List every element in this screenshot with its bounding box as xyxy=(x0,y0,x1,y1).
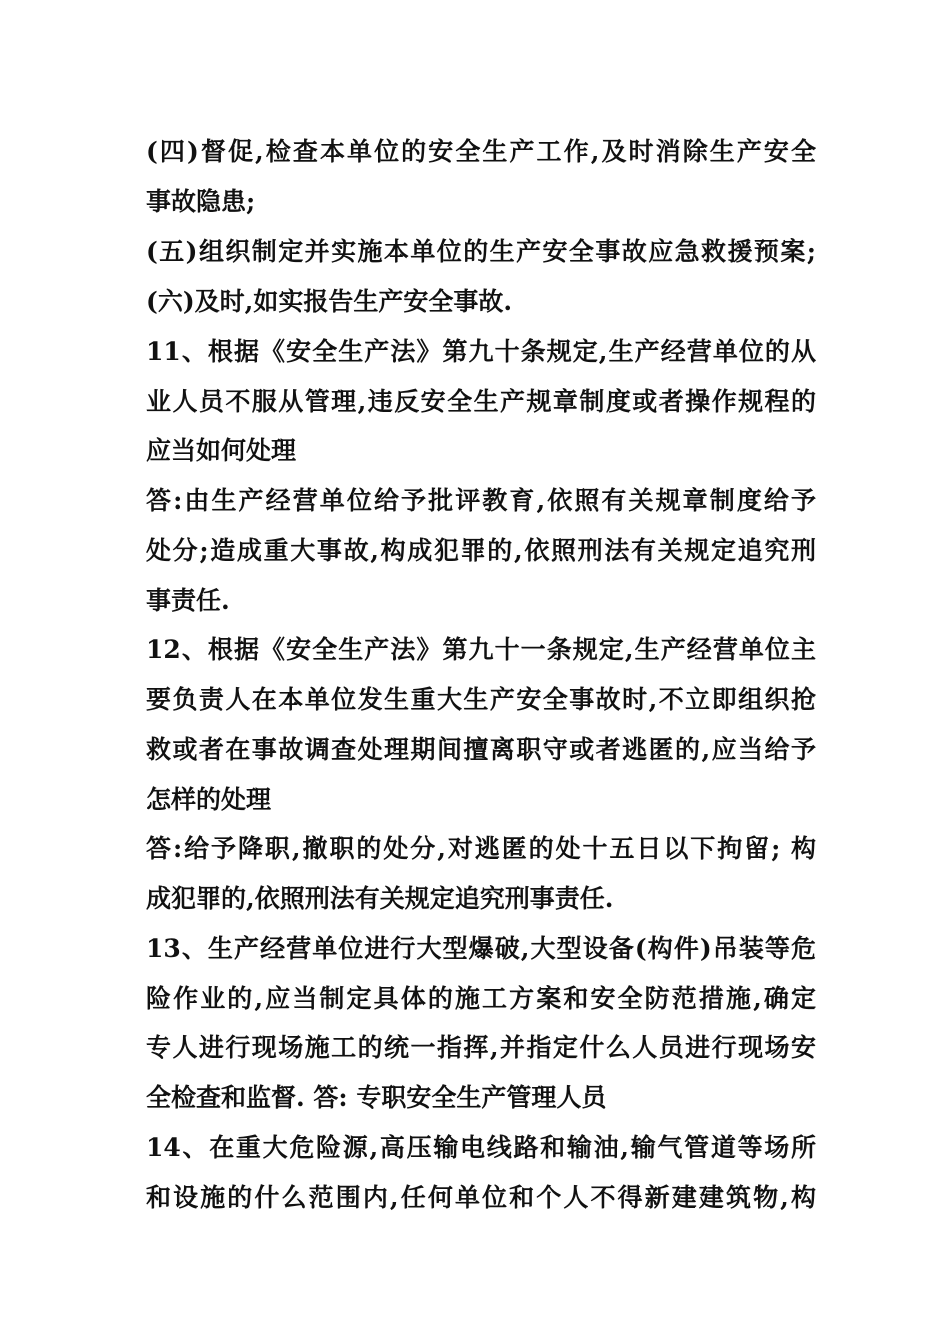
text-line: 怎样的处理 xyxy=(146,785,272,814)
text-line: (四)督促,检查本单位的安全生产工作,及时消除生产安全 xyxy=(146,137,816,166)
text-line: 成犯罪的,依照刑法有关规定追究刑事责任. xyxy=(146,884,614,913)
text-line: (五)组织制定并实施本单位的生产安全事故应急救援预案; xyxy=(146,237,816,266)
text-line: 业人员不服从管理,违反安全生产规章制度或者操作规程的 xyxy=(146,387,816,416)
text-line: 事责任. xyxy=(146,586,230,615)
text-line: 和设施的什么范围内,任何单位和个人不得新建建筑物,构 xyxy=(146,1183,816,1212)
text-line: 答:由生产经营单位给予批评教育,依照有关规章制度给予 xyxy=(146,486,816,515)
text-line: 11、根据《安全生产法》第九十条规定,生产经营单位的从 xyxy=(146,337,816,366)
text-line: 事故隐患; xyxy=(146,187,256,216)
text-line: 专人进行现场施工的统一指挥,并指定什么人员进行现场安 xyxy=(146,1033,816,1062)
text-line: 全检查和监督. 答: 专职安全生产管理人员 xyxy=(146,1083,607,1112)
text-line: 险作业的,应当制定具体的施工方案和安全防范措施,确定 xyxy=(146,984,816,1013)
text-line: 处分;造成重大事故,构成犯罪的,依照刑法有关规定追究刑 xyxy=(146,536,816,565)
text-line: 14、在重大危险源,高压输电线路和输油,输气管道等场所 xyxy=(146,1133,816,1162)
text-line: 救或者在事故调查处理期间擅离职守或者逃匿的,应当给予 xyxy=(146,735,816,764)
text-line: 13、生产经营单位进行大型爆破,大型设备(构件)吊装等危 xyxy=(146,934,816,963)
text-line: 答:给予降职,撤职的处分,对逃匿的处十五日以下拘留; 构 xyxy=(146,834,816,863)
text-line: 12、根据《安全生产法》第九十一条规定,生产经营单位主 xyxy=(146,635,816,664)
text-line: 应当如何处理 xyxy=(146,436,297,465)
text-line: (六)及时,如实报告生产安全事故. xyxy=(146,287,513,316)
text-line: 要负责人在本单位发生重大生产安全事故时,不立即组织抢 xyxy=(146,685,816,714)
